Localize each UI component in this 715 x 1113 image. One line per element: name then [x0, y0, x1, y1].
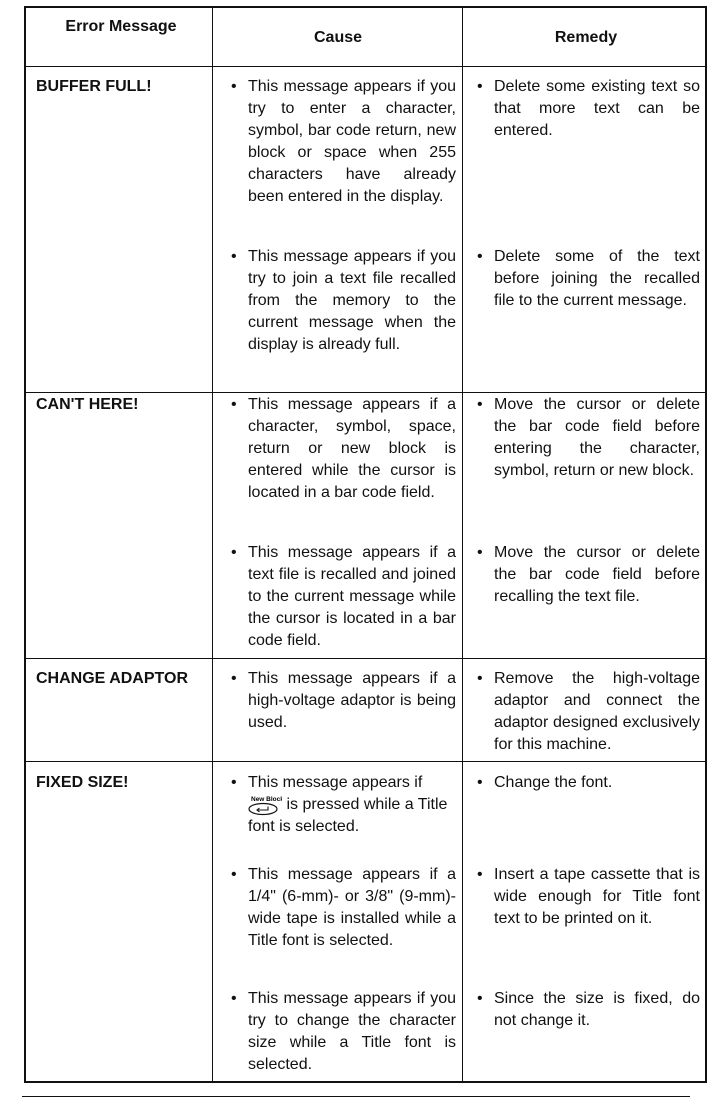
row-divider — [26, 658, 705, 659]
error-message-fixed-size: FIXED SIZE! — [36, 774, 129, 791]
row-divider — [26, 66, 705, 67]
new-block-key-icon — [248, 794, 282, 816]
remedy-item: • Remove the high-voltage adaptor and connect the adaptor designed exclusively for this machine. — [470, 668, 700, 756]
remedy-item: • Insert a tape cassette that is wide enough for Title font text to be printed on it. — [470, 864, 700, 930]
error-message-change-adaptor: CHANGE ADAPTOR — [36, 670, 189, 687]
header-cause: Cause — [313, 29, 363, 46]
cause-text-after: is pressed while a Title font is selected. — [248, 796, 448, 836]
cause-item: • This message appears if you try to enter a character, symbol, bar code return, new block or space when 255 characters have already been entered in the display. — [224, 76, 456, 208]
remedy-item: • Delete some existing text so that more text can be entered. — [470, 76, 700, 142]
cause-text-before: This message appears if — [248, 774, 423, 791]
row-divider — [26, 392, 705, 393]
remedy-item: • Delete some of the text before joining the recalled file to the current message. — [470, 246, 700, 312]
cause-item: • This message appears if you try to join a text file recalled from the memory to the current message when the display is already full. — [224, 246, 456, 356]
column-divider — [212, 8, 213, 1081]
remedy-item: • Since the size is fixed, do not change it. — [470, 988, 700, 1032]
cause-item: • This message appears if a text file is recalled and joined to the current message while the cursor is located in a bar code field. — [224, 542, 456, 652]
cause-item: • This message appears if a 1/4" (6-mm)- or 3/8" (9-mm)-wide tape is installed while a Title font is selected. — [224, 864, 456, 952]
error-table — [24, 6, 707, 1083]
remedy-item: • Change the font. — [470, 772, 700, 794]
error-message-cant-here: CAN'T HERE! — [36, 396, 139, 413]
column-divider — [462, 8, 463, 1081]
cause-item: • This message appears if a character, symbol, space, return or new block is entered while the cursor is located in a bar code field. — [224, 394, 456, 504]
remedy-item: • Move the cursor or delete the bar code field before entering the character, symbol, return or new block. — [470, 394, 700, 482]
cause-item: • This message appears if a high-voltage adaptor is being used. — [224, 668, 456, 734]
footer-rule — [22, 1096, 690, 1097]
header-remedy: Remedy — [554, 29, 618, 46]
key-label: New Block — [251, 796, 282, 803]
cause-item: • This message appears if you try to change the character size while a Title font is selected. — [224, 988, 456, 1076]
remedy-item: • Move the cursor or delete the bar code field before recalling the text file. — [470, 542, 700, 608]
header-error-message: Error Message — [65, 18, 177, 35]
row-divider — [26, 761, 705, 762]
cause-item — [224, 772, 456, 838]
error-message-buffer-full: BUFFER FULL! — [36, 78, 152, 95]
